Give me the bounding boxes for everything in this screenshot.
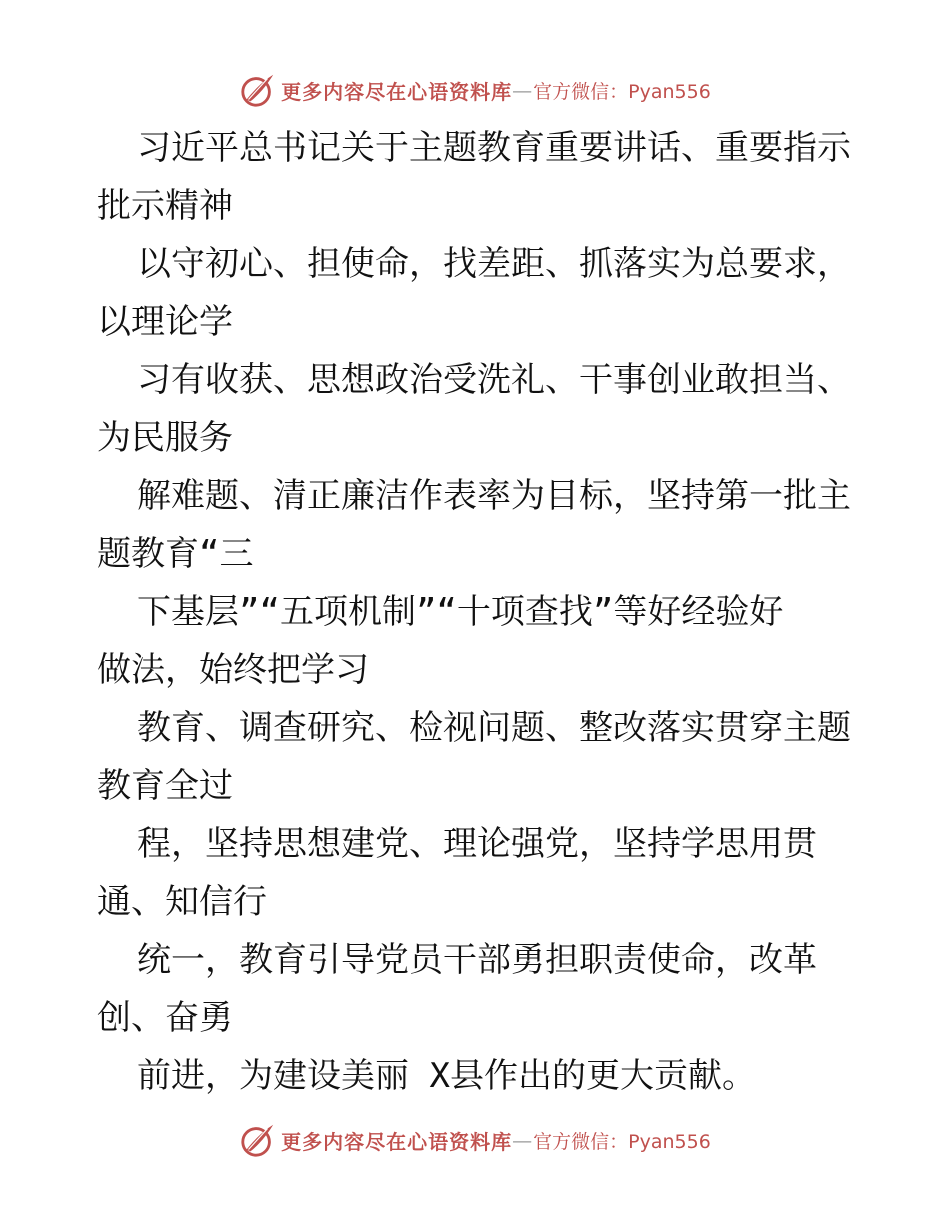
watermark-site-text: 更多内容尽在心语资料库 (281, 1129, 513, 1154)
body-line: 程，坚持思想建党、理论强党，坚持学思用贯 (137, 824, 817, 864)
body-line: 做法，始终把学习 (97, 650, 369, 690)
watermark-separator: — (512, 78, 534, 102)
body-line: 下基层”“五项机制”“十项查找”等好经验好 (137, 592, 784, 632)
body-line: 统一，教育引导党员干部勇担职责使命，改革 (137, 940, 817, 980)
watermark-separator: — (512, 1128, 534, 1152)
body-line: 解难题、清正廉洁作表率为目标，坚持第一批主 (137, 476, 851, 516)
watermark-wechat-text: 官方微信：Pyan556 (533, 80, 711, 103)
footer-watermark (0, 1120, 950, 1160)
body-line: 题教育“三 (97, 534, 254, 574)
feather-pen-logo-icon (239, 71, 277, 109)
body-line: 创、奋勇 (97, 998, 233, 1038)
body-line: 以理论学 (97, 302, 233, 342)
watermark-wechat-text: 官方微信：Pyan556 (533, 1130, 711, 1153)
body-line: 教育全过 (97, 766, 233, 806)
document-body (97, 119, 857, 1105)
body-line: 通、知信行 (97, 882, 267, 922)
body-line: 批示精神 (97, 186, 233, 226)
body-line: 习有收获、思想政治受洗礼、干事创业敢担当、 (137, 360, 851, 400)
body-line: 习近平总书记关于主题教育重要讲话、重要指示 (137, 128, 851, 168)
body-line: 以守初心、担使命，找差距、抓落实为总要求， (137, 244, 851, 284)
feather-pen-logo-icon (239, 1121, 277, 1159)
body-line: 教育、调查研究、检视问题、整改落实贯穿主题 (137, 708, 851, 748)
header-watermark (0, 70, 950, 110)
watermark-site-text: 更多内容尽在心语资料库 (281, 79, 513, 104)
body-line: 为民服务 (97, 418, 233, 458)
body-line: 前进，为建设美丽 X县作出的更大贡献。 (137, 1056, 756, 1096)
